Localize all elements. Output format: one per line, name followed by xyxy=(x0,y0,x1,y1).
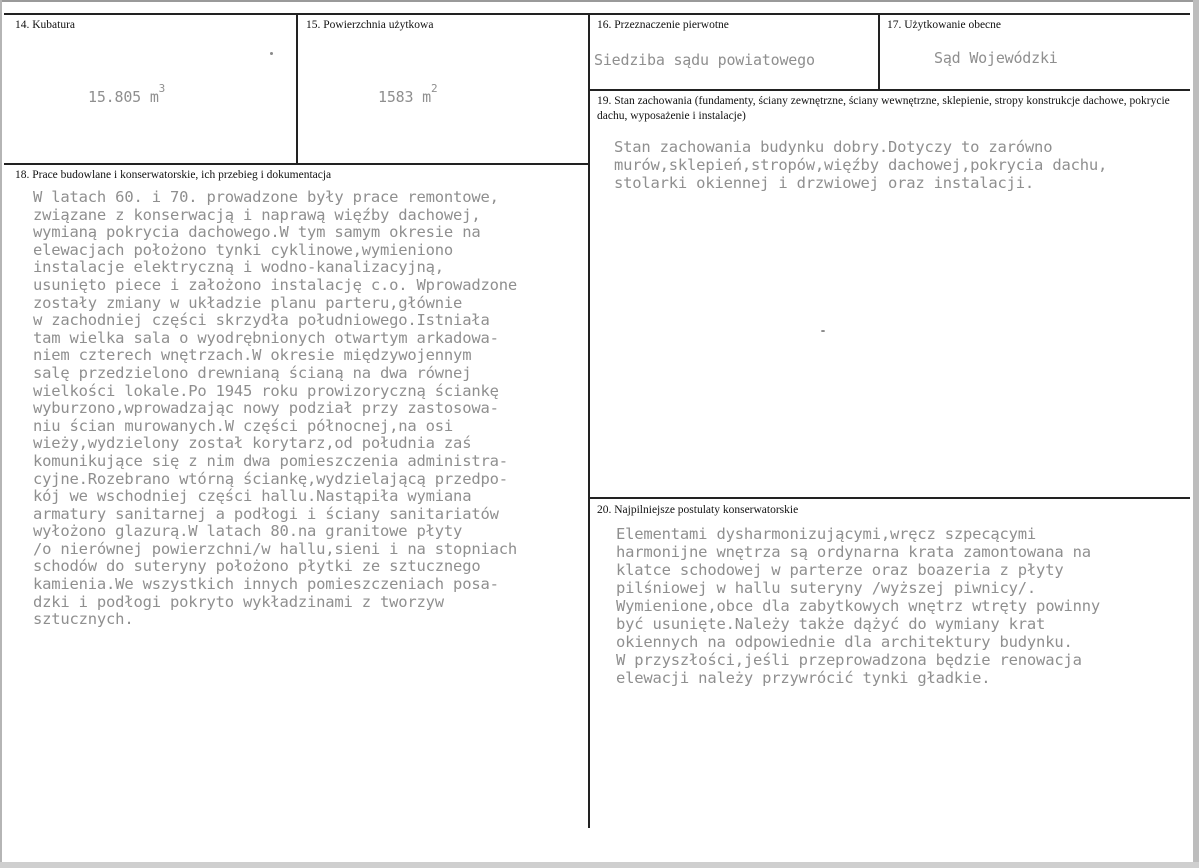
stray-mark-1 xyxy=(270,52,273,55)
value-powierzchnia xyxy=(378,82,438,106)
scan-edge-right xyxy=(1193,0,1199,868)
label-postulaty: 20. Najpilniejsze postulaty konserwatorskie xyxy=(597,504,799,516)
rule-center xyxy=(588,13,590,828)
scan-edge-bottom xyxy=(0,862,1199,868)
value-powierzchnia-sup: 2 xyxy=(431,82,438,95)
stray-mark-2 xyxy=(821,330,825,332)
text-stan-zachowania: Stan zachowania budynku dobry.Dotyczy to zarówno murów,sklepień,stropów,więźby dachowej,pokrycia dachu, stolarki okiennej i drzwiowej oraz instalacji. xyxy=(614,138,1108,192)
label-przeznaczenie: 16. Przeznaczenie pierwotne xyxy=(597,19,729,31)
value-kubatura-sup: 3 xyxy=(158,82,166,95)
label-prace-budowlane: 18. Prace budowlane i konserwatorskie, ich przebieg i dokumentacja xyxy=(15,169,332,181)
label-stan-zachowania: 19. Stan zachowania (fundamenty, ściany zewnętrzne, ściany wewnętrzne, sklepienie, stropy konstrukcje dachowe, pokrycie dachu, wyposażenie i instalacje) xyxy=(597,95,1170,122)
rule-above-20 xyxy=(588,497,1190,499)
label-powierzchnia: 15. Powierzchnia użytkowa xyxy=(306,19,434,31)
value-przeznaczenie: Siedziba sądu powiatowego xyxy=(594,51,815,69)
rule-top xyxy=(4,13,1190,15)
label-uzytkowanie: 17. Użytkowanie obecne xyxy=(887,19,1002,31)
scan-edge-top xyxy=(0,0,1199,2)
rule-below-14-15 xyxy=(4,163,590,165)
label-kubatura: 14. Kubatura xyxy=(15,19,76,31)
text-prace-budowlane: W latach 60. i 70. prowadzone były prace remontowe, związane z konserwacją i naprawą więźby dachowej, wymianą pokrycia dachowego.W tym samym okresie na elewacjach położono tynki cyklinowe,wymieniono instalacje elektryczną i wodno-kanalizacyjną, usunięto piece i założono instalację c.o. Wprowadzone zostały zmiany w układzie planu parteru,głównie w zachodniej części skrzydła południowego.Istniała tam wielka sala o wyodrębnionych otwartym arkadowa- niem czterech wnętrzach.W okresie międzywojennym salę przedzielono drewnianą ścianą na dwa równej wielkości lokale.Po 1945 roku prowizoryczną ściankę wyburzono,wprowadzając nowy podział przy zastosowa- niu ścian murowanych.W części północnej,na osi wieży,wydzielony został korytarz,od południa zaś komunikujące się z nim dwa pomieszczenia administra- cyjne.Rozebrano wtórną ściankę,wydzielającą przedpo- kój we wschodniej części hallu.Nastąpiła wymiana armatury sanitarnej a podłogi i ściany sanitariatów wyłożono glazurą.W latach 80.na granitowe płyty /o nierównej powierzchni/w hallu,sieni i na stopniach schodów do suteryny położono płytki ze sztucznego kamienia.We wszystkich innych pomieszczeniach posa- dzki i podłogi pokryto wykładzinami z tworzyw sztucznych. xyxy=(33,188,517,629)
value-uzytkowanie: Sąd Wojewódzki xyxy=(934,49,1058,67)
value-kubatura xyxy=(88,82,166,106)
scan-edge-left xyxy=(0,0,2,868)
rule-14-15 xyxy=(296,13,298,163)
text-postulaty: Elementami dysharmonizującymi,wręcz szpecącymi harmonijne wnętrza są ordynarna krata zamontowana na klatce schodowej w parterze oraz boazeria z płyty pilśniowej w hallu suteryny /wyższej piwnicy/. Wymienione,obce dla zabytkowych wnętrz wtręty powinny być usunięte.Należy także dążyć do wymiany krat okiennych na odpowiednie dla architektury budynku. W przyszłości,jeśli przeprowadzona będzie renowacja elewacji należy przywrócić tynki gładkie. xyxy=(616,525,1100,687)
rule-16-17 xyxy=(878,13,880,90)
rule-below-16-17 xyxy=(588,89,1190,91)
value-powierzchnia-text: 1583 m xyxy=(378,88,431,106)
value-kubatura-text: 15.805 m xyxy=(88,88,159,106)
